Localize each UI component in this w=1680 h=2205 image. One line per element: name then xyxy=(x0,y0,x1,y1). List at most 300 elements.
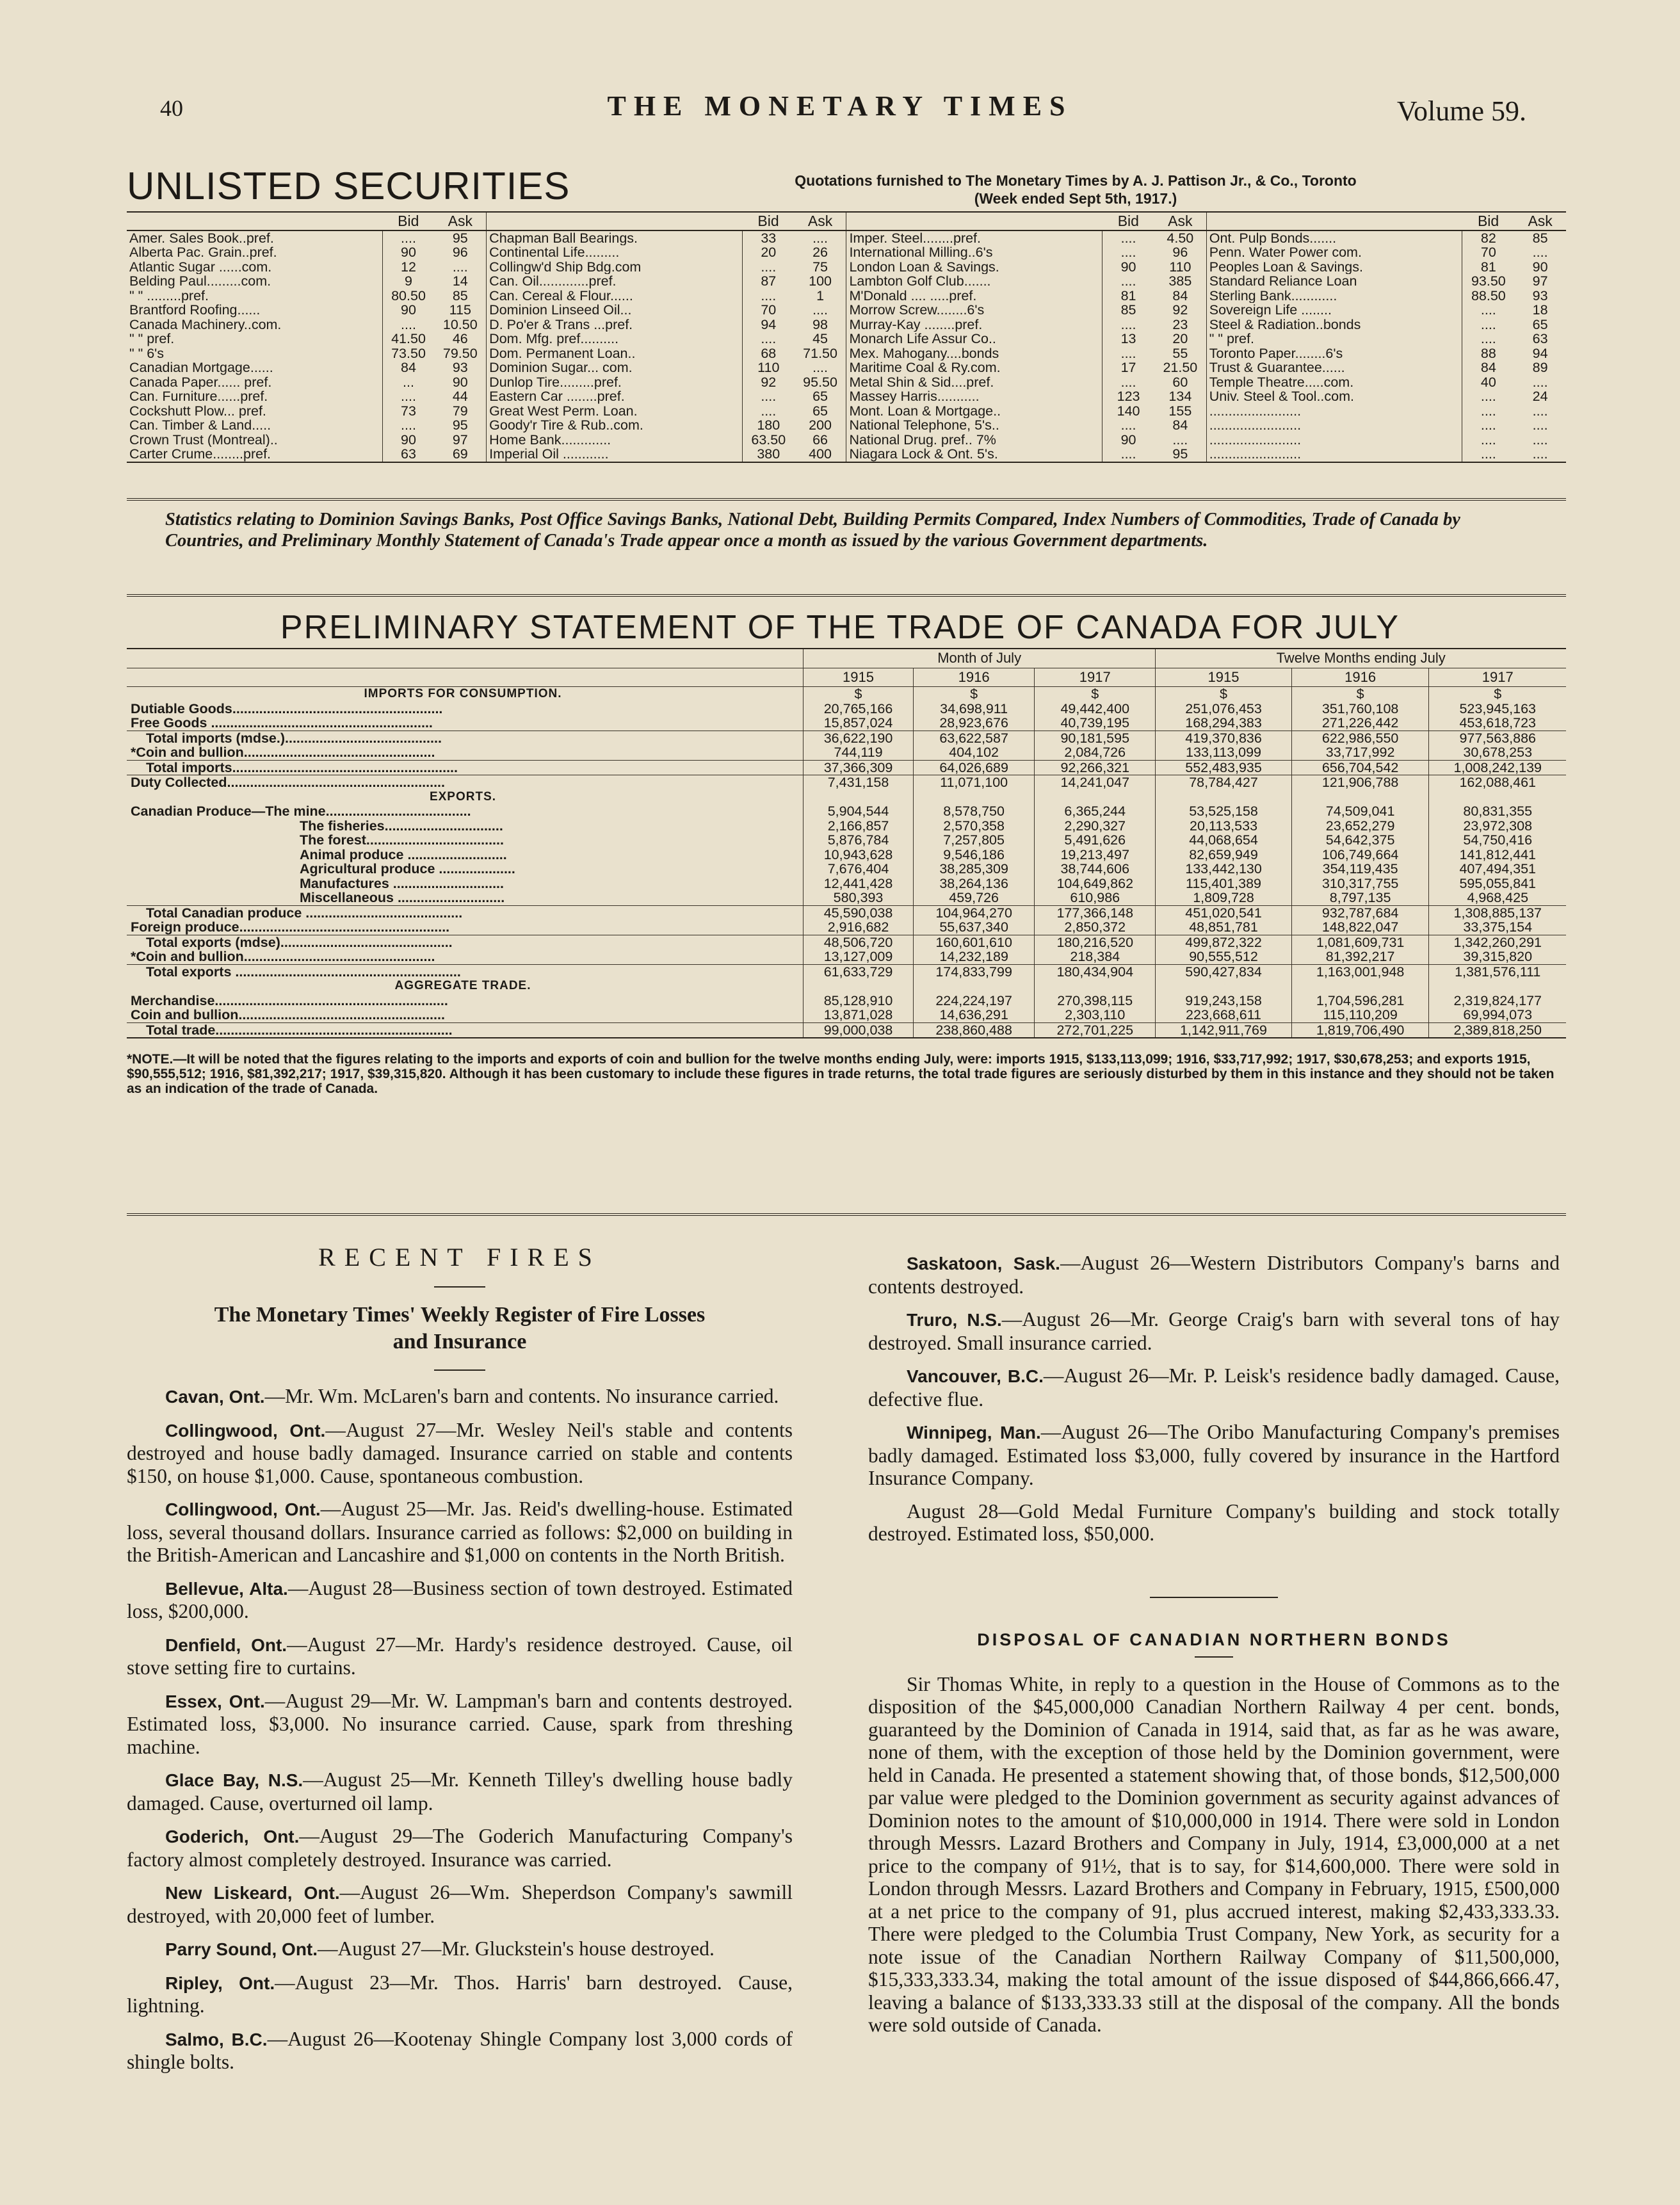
security-name: Amer. Sales Book..pref. xyxy=(127,230,382,246)
trade-row-label: Total imports (mdse.)......................................... xyxy=(127,731,804,745)
trade-value: 81,392,217 xyxy=(1291,949,1429,964)
trade-row-label: Dutiable Goods....................................................... xyxy=(131,700,443,716)
trade-value: 590,427,834 xyxy=(1156,964,1291,979)
trade-value: 174,833,799 xyxy=(914,964,1035,979)
bid-value: 12 xyxy=(401,259,416,275)
trade-value: 977,563,886 xyxy=(1429,731,1566,745)
fire-entry xyxy=(127,1768,793,1814)
trade-value: 23,652,279 xyxy=(1291,819,1429,834)
trade-row-manufactures xyxy=(127,876,1566,891)
trade-value: 20,113,533 xyxy=(1156,819,1291,834)
col-name xyxy=(127,212,382,230)
trade-value: 8,797,135 xyxy=(1291,891,1429,905)
trade-row-duty xyxy=(127,775,1566,790)
trade-value: 4,968,425 xyxy=(1429,891,1566,905)
trade-value: 1,704,596,281 xyxy=(1291,994,1429,1008)
security-name: Standard Reliance Loan xyxy=(1206,274,1462,289)
ask-value: 100 xyxy=(795,274,846,289)
trade-row-forest xyxy=(127,833,1566,848)
bid-value: .... xyxy=(761,403,777,419)
trade-value: 932,787,684 xyxy=(1291,905,1429,920)
trade-value: 2,303,110 xyxy=(1035,1008,1156,1022)
trade-row-foreign xyxy=(127,920,1566,935)
table-row xyxy=(127,230,1566,246)
trade-value: 54,750,416 xyxy=(1429,833,1566,848)
trade-value: 453,618,723 xyxy=(1429,716,1566,731)
ask-value: 93 xyxy=(434,360,486,375)
fire-location: Denfield, Ont. xyxy=(165,1635,287,1655)
bid-value: 70 xyxy=(1480,245,1496,260)
trade-value: 7,257,805 xyxy=(914,833,1035,848)
trade-row-total-exports-mdse xyxy=(127,935,1566,949)
security-name: Can. Furniture......pref. xyxy=(127,389,382,404)
trade-value: 919,243,158 xyxy=(1156,994,1291,1008)
security-name: ........................ xyxy=(1206,447,1462,462)
recent-fires-column xyxy=(127,1242,793,2084)
bid-value: 93.50 xyxy=(1471,273,1506,289)
security-name: M'Donald .... .....pref. xyxy=(846,289,1102,303)
fire-entry xyxy=(127,1577,793,1623)
col-name xyxy=(1206,212,1462,230)
dollar-sign: $ xyxy=(1035,687,1156,702)
empty-cell xyxy=(804,979,914,994)
fire-description: —August 29—Mr. W. Lampman's barn and contents destroyed. Estimated loss, $3,000. No insurance carried. Cause, spark from threshing machine. xyxy=(127,1689,793,1758)
ask-value: 115 xyxy=(434,303,486,318)
trade-year-header xyxy=(127,668,1566,687)
bid-value: 380 xyxy=(757,446,780,462)
ask-value: .... xyxy=(1154,433,1206,448)
bid-value: .... xyxy=(1120,273,1136,289)
trade-row-label: Total exports (mdse)............................................. xyxy=(127,935,804,949)
exports-heading: EXPORTS. xyxy=(429,789,497,804)
security-name: Continental Life......... xyxy=(487,245,743,260)
ask-value: 1 xyxy=(795,289,846,303)
imports-heading-row xyxy=(127,687,1566,702)
bid-value: .... xyxy=(1480,316,1496,332)
trade-row-label: *Coin and bullion.................................................. xyxy=(131,949,435,964)
security-name: " " 6's xyxy=(127,346,382,361)
dollar-sign: $ xyxy=(804,687,914,702)
ask-value: 200 xyxy=(795,418,846,433)
security-name: Canada Machinery..com. xyxy=(127,318,382,332)
security-name: Dominion Sugar... com. xyxy=(487,360,743,375)
aggregate-rows xyxy=(127,994,1566,1038)
trade-value: 37,366,309 xyxy=(804,760,914,775)
bid-value: .... xyxy=(1480,403,1496,419)
security-name: Can. Timber & Land..... xyxy=(127,418,382,433)
empty-cell xyxy=(804,790,914,805)
trade-value: 48,851,781 xyxy=(1156,920,1291,935)
security-name: Lambton Golf Club....... xyxy=(846,274,1102,289)
security-name: Canadian Mortgage...... xyxy=(127,360,382,375)
trade-value: 5,904,544 xyxy=(804,804,914,819)
ask-value: 66 xyxy=(795,433,846,448)
trade-value: 459,726 xyxy=(914,891,1035,905)
trade-value: 407,494,351 xyxy=(1429,862,1566,876)
trade-value: 1,008,242,139 xyxy=(1429,760,1566,775)
ask-value: 96 xyxy=(434,245,486,260)
bid-value: .... xyxy=(1120,374,1136,390)
trade-value: 7,431,158 xyxy=(804,775,914,790)
trade-value: 177,366,148 xyxy=(1035,905,1156,920)
trade-value: 2,916,682 xyxy=(804,920,914,935)
bid-value: 84 xyxy=(1480,360,1496,375)
col-name xyxy=(846,212,1102,230)
ask-value: 94 xyxy=(1532,345,1548,361)
table-row xyxy=(127,245,1566,260)
fire-entry xyxy=(127,1690,793,1759)
trade-value: 148,822,047 xyxy=(1291,920,1429,935)
table-row xyxy=(127,447,1566,462)
fire-entry xyxy=(127,1498,793,1567)
security-name: Collingw'd Ship Bdg.com xyxy=(487,260,743,275)
exports-heading-row xyxy=(127,790,1566,805)
fire-location: Ripley, Ont. xyxy=(165,1973,275,1993)
bid-value: .... xyxy=(1480,302,1496,318)
table-row xyxy=(127,389,1566,404)
trade-row-free xyxy=(127,716,1566,731)
bid-value: .... xyxy=(761,389,777,404)
ask-value: 92 xyxy=(1154,303,1206,318)
ask-value: 90 xyxy=(1532,259,1548,275)
trade-value: 1,081,609,731 xyxy=(1291,935,1429,949)
trade-row-total-canadian xyxy=(127,905,1566,920)
security-name: " " .........pref. xyxy=(127,289,382,303)
fire-description: —August 26—Wm. Sheperdson Company's sawmill destroyed, with 20,000 feet of lumber. xyxy=(127,1881,793,1927)
trade-row-label: Agricultural produce .................... xyxy=(300,861,515,876)
empty-cell xyxy=(1291,979,1429,994)
trade-value: 180,216,520 xyxy=(1035,935,1156,949)
year-header: 1915 xyxy=(804,668,914,687)
bid-value: 90 xyxy=(401,245,416,260)
bid-value: 81 xyxy=(1120,287,1136,303)
trade-value: 270,398,115 xyxy=(1035,994,1156,1008)
table-row xyxy=(127,289,1566,303)
table-row xyxy=(127,375,1566,390)
fire-description: —August 25—Mr. Kenneth Tilley's dwelling house badly damaged. Cause, overturned oil lamp. xyxy=(127,1768,793,1814)
fire-location: Salmo, B.C. xyxy=(165,2029,268,2049)
ask-value: 98 xyxy=(795,318,846,332)
bid-value: 123 xyxy=(1117,389,1140,404)
table-row xyxy=(127,332,1566,346)
ask-value: 95.50 xyxy=(795,375,846,390)
trade-value: 33,717,992 xyxy=(1291,745,1429,760)
year-header: 1915 xyxy=(1156,668,1291,687)
fire-description: —August 27—Mr. Wesley Neil's stable and contents destroyed and house badly damaged. Insurance carried on stable and contents $150, on house $1,000. Cause, spontaneous combustion. xyxy=(127,1418,793,1487)
trade-value: 64,026,689 xyxy=(914,760,1035,775)
trade-value: 580,393 xyxy=(804,891,914,905)
trade-row-label: The forest.................................... xyxy=(300,832,504,848)
security-name: D. Po'er & Trans ...pref. xyxy=(487,318,743,332)
trade-row-label: Manufactures ............................. xyxy=(300,875,504,891)
bid-value: 85 xyxy=(1120,302,1136,318)
masthead: THE MONETARY TIMES xyxy=(607,90,1073,122)
security-name: Mex. Mahogany....bonds xyxy=(846,346,1102,361)
security-name: Can. Cereal & Flour...... xyxy=(487,289,743,303)
dollar-sign: $ xyxy=(914,687,1035,702)
bid-value: 110 xyxy=(757,360,780,375)
bid-value: 20 xyxy=(761,245,777,260)
trade-value: 218,384 xyxy=(1035,949,1156,964)
bid-value: 63.50 xyxy=(751,432,786,448)
trade-value: 2,570,358 xyxy=(914,819,1035,834)
trade-value: 656,704,542 xyxy=(1291,760,1429,775)
fire-description: —Mr. Wm. McLaren's barn and contents. No insurance carried. xyxy=(264,1385,779,1407)
security-name: ........................ xyxy=(1206,418,1462,433)
bid-value: .... xyxy=(1120,446,1136,462)
trade-row-total-trade xyxy=(127,1022,1566,1038)
trade-value: 351,760,108 xyxy=(1291,702,1429,716)
trade-value: 39,315,820 xyxy=(1429,949,1566,964)
fire-location: Vancouver, B.C. xyxy=(907,1366,1044,1386)
trade-value: 622,986,550 xyxy=(1291,731,1429,745)
trade-value: 7,676,404 xyxy=(804,862,914,876)
bid-value: 40 xyxy=(1480,374,1496,390)
trade-value: 104,964,270 xyxy=(914,905,1035,920)
fire-entry xyxy=(127,2028,793,2074)
bid-value: 73.50 xyxy=(391,345,426,361)
dollar-sign: $ xyxy=(1156,687,1291,702)
empty-cell xyxy=(1429,790,1566,805)
bid-value: .... xyxy=(401,230,416,246)
register-title xyxy=(127,1302,793,1355)
fire-entry xyxy=(127,1825,793,1871)
ask-value: 85 xyxy=(1532,230,1548,246)
ask-value: 10.50 xyxy=(434,318,486,332)
col-bid: Bid xyxy=(1102,212,1154,230)
security-name: International Milling..6's xyxy=(846,245,1102,260)
bid-value: 41.50 xyxy=(391,331,426,346)
ask-value: 71.50 xyxy=(795,346,846,361)
trade-row-total-imports xyxy=(127,760,1566,775)
fire-description: —August 27—Mr. Gluckstein's house destroyed. xyxy=(318,1937,715,1960)
register-title-line-2: and Insurance xyxy=(392,1330,527,1353)
bid-value: .... xyxy=(1120,316,1136,332)
ask-value: .... xyxy=(795,303,846,318)
security-name: Sovereign Life ........ xyxy=(1206,303,1462,318)
trade-value: 2,850,372 xyxy=(1035,920,1156,935)
security-name: Great West Perm. Loan. xyxy=(487,404,743,419)
ask-value: 95 xyxy=(434,418,486,433)
col-name xyxy=(487,212,743,230)
trade-value: 419,370,836 xyxy=(1156,731,1291,745)
fire-location: Cavan, Ont. xyxy=(165,1387,265,1407)
imports-rows xyxy=(127,702,1566,790)
bid-value: 180 xyxy=(757,417,780,433)
bid-value: .... xyxy=(1480,446,1496,462)
fire-location: Goderich, Ont. xyxy=(165,1827,300,1846)
trade-row-agricultural xyxy=(127,862,1566,876)
col-ask: Ask xyxy=(434,212,486,230)
ask-value: 97 xyxy=(1532,273,1548,289)
trade-value: 38,285,309 xyxy=(914,862,1035,876)
table-row xyxy=(127,418,1566,433)
bid-value: .... xyxy=(761,259,777,275)
winnipeg-followup: August 28—Gold Medal Furniture Company's building and stock totally destroyed. Estimated loss, $50,000. xyxy=(868,1499,1560,1545)
aggregate-heading-row xyxy=(127,979,1566,994)
fire-description: —August 26—Mr. George Craig's barn with several tons of hay destroyed. Small insurance carried. xyxy=(868,1308,1560,1354)
security-name: Niagara Lock & Ont. 5's. xyxy=(846,447,1102,462)
trade-value: 121,906,788 xyxy=(1291,775,1429,790)
security-name: Home Bank............. xyxy=(487,433,743,448)
security-name: Sterling Bank............ xyxy=(1206,289,1462,303)
security-name: Imperial Oil ............ xyxy=(487,447,743,462)
fire-description: —August 26—Western Distributors Company's barns and contents destroyed. xyxy=(868,1252,1560,1298)
empty-cell xyxy=(1291,790,1429,805)
trade-row-total-imports-mdse xyxy=(127,731,1566,745)
security-name: Can. Oil.............pref. xyxy=(487,274,743,289)
col-ask: Ask xyxy=(1154,212,1206,230)
bid-value: 13 xyxy=(1120,331,1136,346)
trade-footnote: *NOTE.—It will be noted that the figures relating to the imports and exports of coin and bullion for the twelve months ending July, were: imports 1915, $133,113,099; 1916, $33,717,992; 1917, $30,678,253; and exports 1915, $90,555,512; 1916, $81,392,217; 1917, $39,315,820. Although it has been customary to include these figures in trade returns, the total trade figures are seriously disturbed by them in this instance and they should not be taken as an indication of the trade of Canada. xyxy=(127,1052,1555,1096)
trade-row-coin-bullion-exp xyxy=(127,949,1566,964)
trade-row-label: Miscellaneous ............................ xyxy=(300,890,505,905)
trade-value: 14,241,047 xyxy=(1035,775,1156,790)
trade-value: 23,972,308 xyxy=(1429,819,1566,834)
short-rule xyxy=(434,1369,485,1371)
ask-value: 65 xyxy=(795,389,846,404)
trade-row-mine xyxy=(127,804,1566,819)
divider xyxy=(127,594,1566,597)
ask-value: .... xyxy=(1532,432,1548,448)
security-name: Trust & Guarantee...... xyxy=(1206,360,1462,375)
trade-value: 9,546,186 xyxy=(914,848,1035,862)
fire-description: —August 26—Kootenay Shingle Company lost 3,000 cords of shingle bolts. xyxy=(127,2027,793,2073)
security-name: Peoples Loan & Savings. xyxy=(1206,260,1462,275)
ask-value: 18 xyxy=(1532,302,1548,318)
trade-value: 141,812,441 xyxy=(1429,848,1566,862)
trade-value: 133,113,099 xyxy=(1156,745,1291,760)
security-name: Carter Crume........pref. xyxy=(127,447,382,462)
trade-value: 310,317,755 xyxy=(1291,876,1429,891)
page-number: 40 xyxy=(160,95,183,121)
trade-value: 38,744,606 xyxy=(1035,862,1156,876)
trade-row-coin-bullion-imp xyxy=(127,745,1566,760)
table-header-row xyxy=(127,212,1566,230)
trade-label-header xyxy=(127,649,804,668)
trade-row-label: Coin and bullion...................................................... xyxy=(131,1007,445,1022)
trade-value: 34,698,911 xyxy=(914,702,1035,716)
bid-value: 70 xyxy=(761,302,777,318)
ask-value: .... xyxy=(434,260,486,275)
fire-location: Collingwood, Ont. xyxy=(165,1420,326,1441)
fire-entry xyxy=(127,1881,793,1927)
fire-entry xyxy=(868,1308,1560,1354)
ask-value: 75 xyxy=(795,260,846,275)
fire-entry xyxy=(127,1385,793,1409)
ask-value: 85 xyxy=(434,289,486,303)
bid-value: 87 xyxy=(761,273,777,289)
fire-description: —August 26—Mr. P. Leisk's residence badly damaged. Cause, defective flue. xyxy=(868,1364,1560,1410)
trade-value: 55,637,340 xyxy=(914,920,1035,935)
trade-value: 30,678,253 xyxy=(1429,745,1566,760)
trade-value: 2,166,857 xyxy=(804,819,914,834)
empty-cell xyxy=(914,790,1035,805)
table-row xyxy=(127,433,1566,448)
trade-value: 162,088,461 xyxy=(1429,775,1566,790)
register-title-line-1: The Monetary Times' Weekly Register of Fire Losses xyxy=(214,1303,706,1327)
ask-value: 95 xyxy=(1154,447,1206,462)
fire-location: Parry Sound, Ont. xyxy=(165,1939,318,1959)
ask-value: 65 xyxy=(1532,316,1548,332)
fire-description: —August 27—Mr. Hardy's residence destroyed. Cause, oil stove setting fire to curtains. xyxy=(127,1633,793,1679)
empty-cell xyxy=(1035,790,1156,805)
trade-row-label: Foreign produce....................................................... xyxy=(131,919,450,935)
trade-value: 48,506,720 xyxy=(804,935,914,949)
trade-row-label: Total trade.............................................................. xyxy=(127,1022,804,1038)
ask-value: 4.50 xyxy=(1154,230,1206,246)
bid-value: 82 xyxy=(1480,230,1496,246)
security-name: Univ. Steel & Tool..com. xyxy=(1206,389,1462,404)
ask-value: 110 xyxy=(1154,260,1206,275)
trade-value: 2,290,327 xyxy=(1035,819,1156,834)
security-name: Belding Paul.........com. xyxy=(127,274,382,289)
bid-value: 90 xyxy=(1120,259,1136,275)
trade-value: 13,871,028 xyxy=(804,1008,914,1022)
trade-value: 1,308,885,137 xyxy=(1429,905,1566,920)
empty-cell xyxy=(1156,790,1291,805)
security-name: Morrow Screw........6's xyxy=(846,303,1102,318)
ask-value: 97 xyxy=(434,433,486,448)
trade-row-label: Duty Collected......................................................... xyxy=(127,775,804,790)
security-name: " " pref. xyxy=(1206,332,1462,346)
bid-value: .... xyxy=(1480,389,1496,404)
security-name: London Loan & Savings. xyxy=(846,260,1102,275)
trade-statement-title: PRELIMINARY STATEMENT OF THE TRADE OF CANADA FOR JULY xyxy=(280,609,1400,646)
ask-value: 69 xyxy=(434,447,486,462)
trade-value: 168,294,383 xyxy=(1156,716,1291,731)
table-row xyxy=(127,303,1566,318)
trade-value: 54,642,375 xyxy=(1291,833,1429,848)
trade-value: 14,232,189 xyxy=(914,949,1035,964)
trade-value: 6,365,244 xyxy=(1035,804,1156,819)
trade-value: 224,224,197 xyxy=(914,994,1035,1008)
exports-rows xyxy=(127,804,1566,979)
table-row xyxy=(127,360,1566,375)
right-column xyxy=(868,1252,1560,2042)
trade-value: 404,102 xyxy=(914,745,1035,760)
bid-value: .... xyxy=(1480,417,1496,433)
fire-entry xyxy=(868,1364,1560,1410)
table-row xyxy=(127,318,1566,332)
trade-value: 82,659,949 xyxy=(1156,848,1291,862)
bid-value: .... xyxy=(1480,432,1496,448)
ask-value: 96 xyxy=(1154,245,1206,260)
col-bid: Bid xyxy=(382,212,434,230)
trade-value: 19,213,497 xyxy=(1035,848,1156,862)
ask-value: .... xyxy=(1532,245,1548,260)
trade-value: 69,994,073 xyxy=(1429,1008,1566,1022)
ask-value: 44 xyxy=(434,389,486,404)
month-of-july-header: Month of July xyxy=(804,649,1156,668)
security-name: ........................ xyxy=(1206,433,1462,448)
trade-value: 115,110,209 xyxy=(1291,1008,1429,1022)
col-bid: Bid xyxy=(742,212,794,230)
ask-value: 26 xyxy=(795,245,846,260)
ask-value: 20 xyxy=(1154,332,1206,346)
trade-row-label: Total imports........................................................... xyxy=(127,760,804,775)
trade-row-miscellaneous xyxy=(127,891,1566,905)
fire-description: —August 26—The Oribo Manufacturing Company's premises badly damaged. Estimated loss $3,000, fully covered by insurance in the Hartford Insurance Company. xyxy=(868,1421,1560,1489)
trade-value: 5,876,784 xyxy=(804,833,914,848)
ask-value: 45 xyxy=(795,332,846,346)
ask-value: 23 xyxy=(1154,318,1206,332)
ask-value: 134 xyxy=(1154,389,1206,404)
trade-value: 115,401,389 xyxy=(1156,876,1291,891)
fire-description: —August 28—Business section of town destroyed. Estimated loss, $200,000. xyxy=(127,1576,793,1622)
trade-value: 160,601,610 xyxy=(914,935,1035,949)
fire-entries xyxy=(127,1385,793,2074)
